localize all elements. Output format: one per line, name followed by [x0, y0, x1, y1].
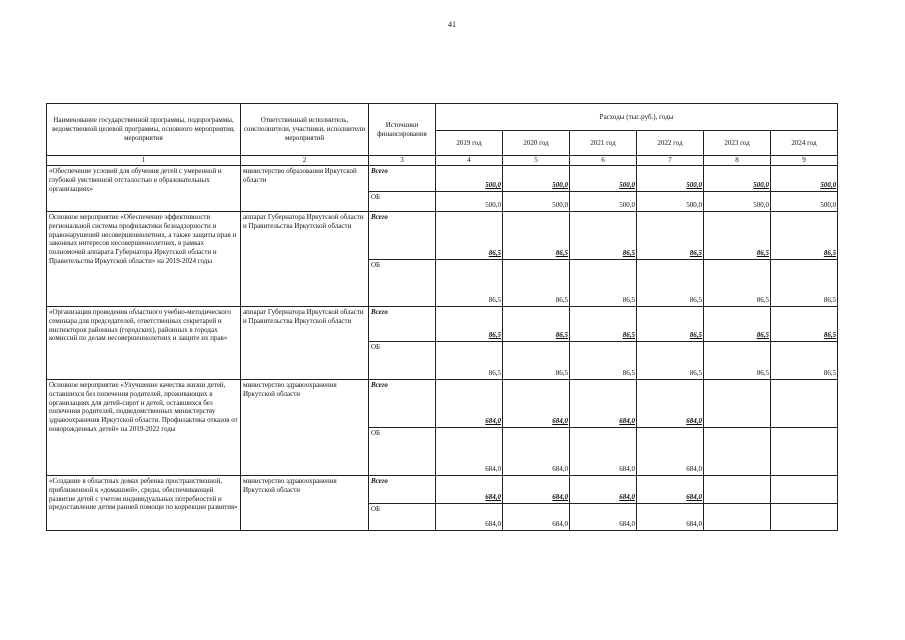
- value-ob: 86,5: [503, 260, 570, 307]
- header-year: 2024 год: [771, 131, 838, 156]
- value-ob: [771, 504, 838, 531]
- value-total: 86,5: [436, 212, 503, 260]
- column-number: 9: [771, 156, 838, 166]
- source-ob: ОБ: [369, 504, 436, 531]
- value-total: 86,5: [570, 307, 637, 342]
- column-number: 2: [241, 156, 369, 166]
- value-total: 500,0: [503, 166, 570, 192]
- value-ob: 500,0: [503, 192, 570, 212]
- row-executor: аппарат Губернатора Иркутской области и Правительства Иркутской области: [241, 212, 369, 307]
- value-total: 684,0: [637, 476, 704, 504]
- source-total: Всего: [369, 380, 436, 428]
- value-ob: 684,0: [436, 504, 503, 531]
- value-ob: 500,0: [704, 192, 771, 212]
- value-total: 684,0: [436, 476, 503, 504]
- header-year: 2019 год: [436, 131, 503, 156]
- column-number: 3: [369, 156, 436, 166]
- value-total: 684,0: [570, 380, 637, 428]
- value-ob: 86,5: [771, 260, 838, 307]
- value-total: 86,5: [704, 212, 771, 260]
- value-ob: 86,5: [704, 260, 771, 307]
- value-ob: 684,0: [436, 428, 503, 476]
- value-total: [704, 476, 771, 504]
- value-total: 684,0: [503, 476, 570, 504]
- value-ob: [704, 504, 771, 531]
- value-ob: 86,5: [436, 342, 503, 380]
- value-ob: 684,0: [503, 428, 570, 476]
- value-ob: 500,0: [771, 192, 838, 212]
- row-executor: министерство здравоохранения Иркутской области: [241, 476, 369, 531]
- header-executor: Ответственный исполнитель, соисполнители, участники, исполнители мероприятий: [241, 104, 369, 156]
- header-year: 2022 год: [637, 131, 704, 156]
- value-total: 86,5: [503, 307, 570, 342]
- value-ob: [704, 428, 771, 476]
- value-total: [771, 380, 838, 428]
- header-year: 2023 год: [704, 131, 771, 156]
- source-total: Всего: [369, 307, 436, 342]
- value-total: 86,5: [570, 212, 637, 260]
- row-name: «Организация проведения областного учебно-методического семинара для председателей, ответственных секретарей и инспекторов районных (городских), районных в городах комиссий по делам несовершеннолетних и защите их прав»: [47, 307, 241, 380]
- row-name: Основное мероприятие «Улучшение качества жизни детей, оставшихся без попечения родителей, проживающих в организациях для детей-сирот и детей, оставшихся без попечения родителей, подведомственных министерству здравоохранения Иркутской области. Профилактика отказов от новорожденных детей» на 2019-2022 годы: [47, 380, 241, 476]
- source-ob: ОБ: [369, 342, 436, 380]
- column-number: 4: [436, 156, 503, 166]
- value-ob: 86,5: [570, 342, 637, 380]
- value-ob: 86,5: [637, 260, 704, 307]
- value-ob: 86,5: [771, 342, 838, 380]
- value-total: 500,0: [704, 166, 771, 192]
- source-total: Всего: [369, 476, 436, 504]
- value-ob: 86,5: [503, 342, 570, 380]
- value-total: 86,5: [704, 307, 771, 342]
- value-total: 684,0: [570, 476, 637, 504]
- column-number: 1: [47, 156, 241, 166]
- row-executor: аппарат Губернатора Иркутской области и Правительства Иркутской области: [241, 307, 369, 380]
- column-number: 6: [570, 156, 637, 166]
- value-total: 684,0: [436, 380, 503, 428]
- value-ob: 684,0: [637, 428, 704, 476]
- header-year: 2020 год: [503, 131, 570, 156]
- budget-table: [46, 103, 838, 531]
- row-name: «Создание в областных домах ребенка пространственной, приближенной к «домашней», среды, обеспечивающей развитие детей с учетом индивидуальных потребностей и предоставление детям ранней помощи по коррекции развития»: [47, 476, 241, 531]
- column-number: 8: [704, 156, 771, 166]
- header-expenses: Расходы (тыс.руб.), годы: [436, 104, 838, 131]
- source-total: Всего: [369, 212, 436, 260]
- value-ob: [771, 428, 838, 476]
- row-executor: министерство образования Иркутской области: [241, 166, 369, 212]
- value-total: 684,0: [637, 380, 704, 428]
- value-ob: 500,0: [436, 192, 503, 212]
- source-ob: ОБ: [369, 428, 436, 476]
- row-name: «Обеспечение условий для обучения детей с умеренной и глубокой умственной отсталостью в образовательных организациях»: [47, 166, 241, 212]
- source-ob: ОБ: [369, 192, 436, 212]
- value-ob: 86,5: [436, 260, 503, 307]
- value-ob: 684,0: [570, 428, 637, 476]
- value-total: [704, 380, 771, 428]
- value-total: 86,5: [771, 307, 838, 342]
- header-source: Источники финансирования: [369, 104, 436, 156]
- value-ob: 684,0: [570, 504, 637, 531]
- column-number: 7: [637, 156, 704, 166]
- value-total: 500,0: [436, 166, 503, 192]
- value-total: 86,5: [637, 212, 704, 260]
- source-ob: ОБ: [369, 260, 436, 307]
- value-total: [771, 476, 838, 504]
- value-ob: 500,0: [570, 192, 637, 212]
- value-ob: 684,0: [637, 504, 704, 531]
- row-name: Основное мероприятие «Обеспечение эффективности региональной системы профилактики безнадзорности и правонарушений несовершеннолетних, а также защиты прав и законных интересов несовершеннолетних, в рамках полномочий аппарата Губернатора Иркутской области и Правительства Иркутской области» на 2019-2024 годы: [47, 212, 241, 307]
- value-total: 684,0: [503, 380, 570, 428]
- value-ob: 86,5: [637, 342, 704, 380]
- row-executor: министерство здравоохранения Иркутской области: [241, 380, 369, 476]
- value-ob: 86,5: [570, 260, 637, 307]
- value-ob: 684,0: [503, 504, 570, 531]
- page-number: 41: [448, 20, 456, 29]
- value-total: 500,0: [771, 166, 838, 192]
- header-year: 2021 год: [570, 131, 637, 156]
- source-total: Всего: [369, 166, 436, 192]
- value-total: 86,5: [637, 307, 704, 342]
- value-ob: 86,5: [704, 342, 771, 380]
- value-ob: 500,0: [637, 192, 704, 212]
- header-name: Наименование государственной программы, подпрограммы, ведомственной целевой программы, основного мероприятия, мероприятия: [47, 104, 241, 156]
- value-total: 500,0: [570, 166, 637, 192]
- value-total: 86,5: [436, 307, 503, 342]
- column-number: 5: [503, 156, 570, 166]
- value-total: 86,5: [771, 212, 838, 260]
- value-total: 500,0: [637, 166, 704, 192]
- value-total: 86,5: [503, 212, 570, 260]
